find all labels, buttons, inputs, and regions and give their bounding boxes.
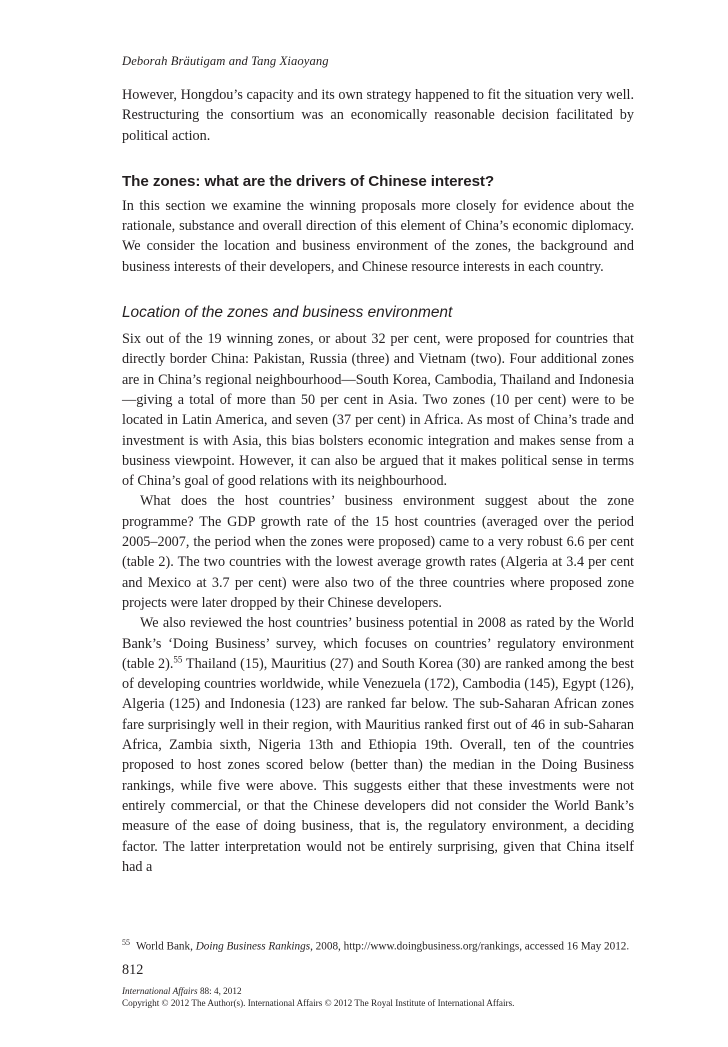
paragraph-5-part-2: Thailand (15), Mauritius (27) and South Korea (30) are ranked among the best of developing countries worldwide, while Venezuela (172), Cambodia (145), Egypt (126), Algeria (125) and Indonesia (123) are ranked far below. The sub-Saharan African zones fare surprisingly well in their region, with Mauritius ranked first out of 46 in sub-Saharan Africa, Zambia sixth, Nigeria 13th and Ethiopia 19th. Overall, ten of the countries proposed to host zones scored below (better than) the median in the Doing Business rankings, while five were above. This suggests either that these investments were not entirely commercial, or that the Chinese developers did not consider the World Bank’s measure of the ease of doing business, that is, the regulatory environment, a deciding factor. The latter interpretation would not be entirely surprising, given that China itself had a [122,655,634,875]
paragraph-1: However, Hongdou’s capacity and its own strategy happened to fit the situation very well. Restructuring the consortium was an economically reasonable decision facilitated by political action. [122,87,634,144]
section-heading: The zones: what are the drivers of Chinese interest? [122,172,495,190]
footnote-title: Doing Business Rankings [195,940,311,953]
footnote [122,938,662,953]
subsection-heading: Location of the zones and business environment [122,304,453,322]
footnote-number: 55 [122,938,130,947]
journal-citation [122,986,242,996]
footnote-reference[interactable]: 55 [173,654,183,665]
paragraph-5 [122,613,634,877]
paragraph-3: Six out of the 19 winning zones, or about 32 per cent, were proposed for countries that directly border China: Pakistan, Russia (three) and Vietnam (two). Four additional zones are in China’s regional neighbourhood—South Korea, Cambodia, Thailand and Indonesia—giving a total of more than 50 per cent in Asia. Two zones (10 per cent) were to be located in Latin America, and seven (37 per cent) in Africa. As most of China’s trade and investment is with Asia, this bias bolsters economic integration and makes sense from a business viewpoint. However, it can also be argued that it makes political sense in terms of China’s goal of good relations with its neighbourhood. [122,331,634,490]
paragraph-5-part-1: We also reviewed the host countries’ business potential in 2008 as rated by the World Bank’s ‘Doing Business’ survey, which focuses on countries’ regulatory environment (table 2). [122,615,634,672]
footnote-text-before: World Bank, [136,940,196,953]
page-body [122,54,634,877]
journal-issue: 88: 4, 2012 [197,986,242,996]
paragraph-4: What does the host countries’ business environment suggest about the zone programme? The GDP growth rate of the 15 host countries (averaged over the period 2005–2007, the period when the zones were proposed) came to a very robust 6.6 per cent (table 2). The two countries with the lowest average growth rates (Algeria at 3.4 per cent and Mexico at 3.7 per cent) were also two of the three countries where proposed zone projects were later dropped by their Chinese developers. [122,493,634,611]
page-number: 812 [122,962,144,978]
running-head: Deborah Bräutigam and Tang Xiaoyang [122,54,329,68]
copyright-notice: Copyright © 2012 The Author(s). International Affairs © 2012 The Royal Institute of International Affairs. [122,998,515,1008]
paragraph-2: In this section we examine the winning proposals more closely for evidence about the rationale, substance and overall direction of this element of China’s economic diplomacy. We consider the location and business environment of the zones, the background and business interests of their developers, and Chinese resource interests in each country. [122,197,634,275]
footnote-text-after: , 2008, http://www.doingbusiness.org/rankings, accessed 16 May 2012. [310,940,630,953]
journal-name: International Affairs [122,986,198,996]
